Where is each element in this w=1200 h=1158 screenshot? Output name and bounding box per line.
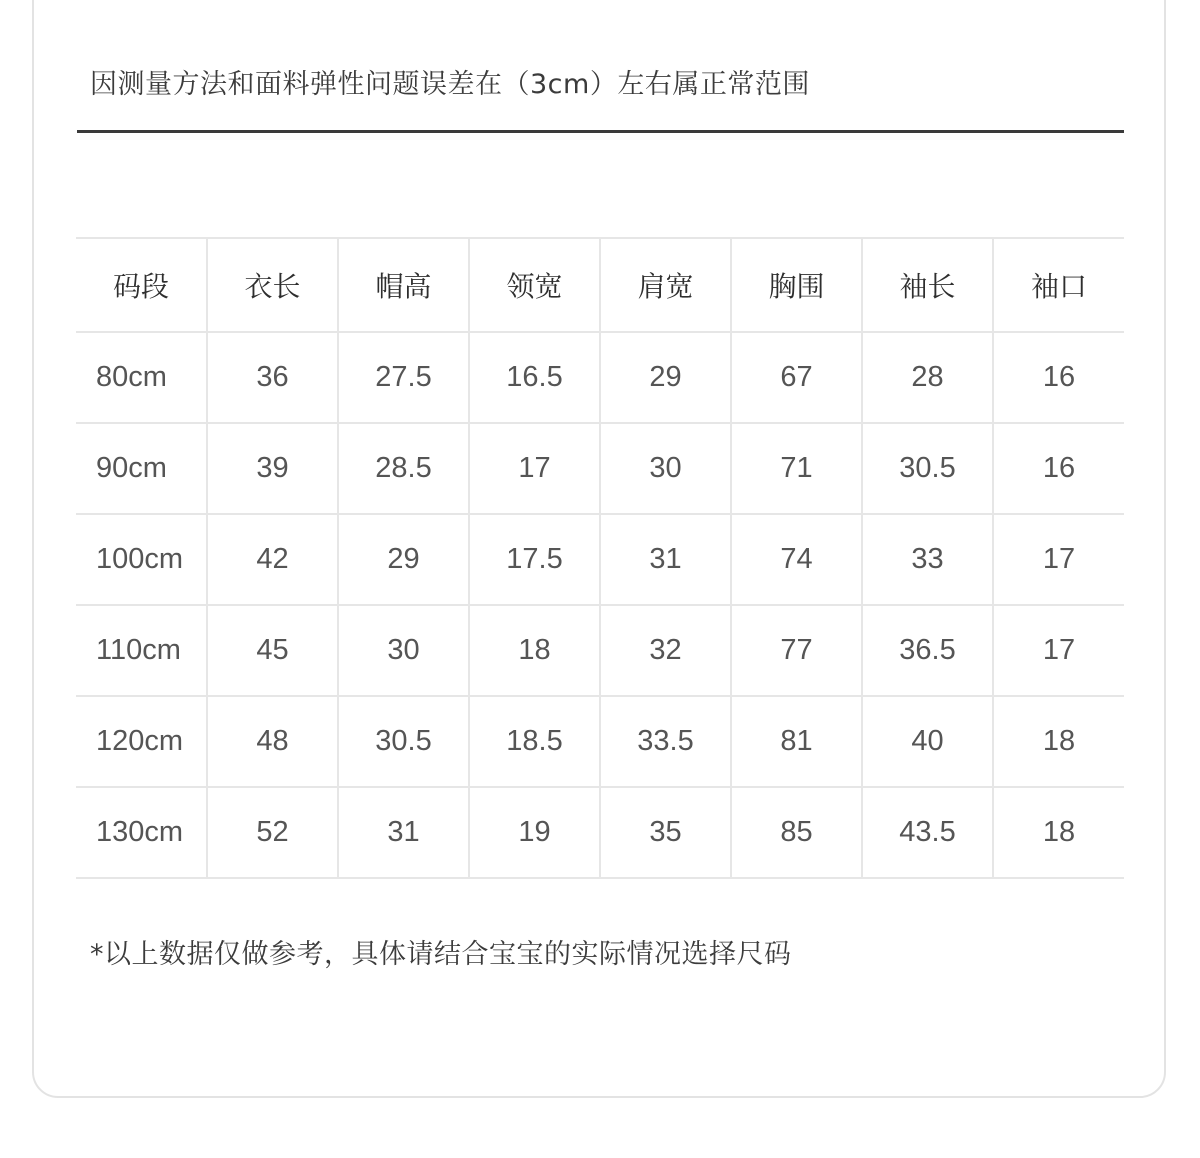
measurement-cell: 33 <box>862 514 993 605</box>
measurement-cell: 32 <box>600 605 731 696</box>
column-header: 领宽 <box>469 238 600 332</box>
measurement-cell: 71 <box>731 423 862 514</box>
column-header: 肩宽 <box>600 238 731 332</box>
measurement-cell: 17 <box>993 514 1124 605</box>
column-header: 衣长 <box>207 238 338 332</box>
table-body <box>76 332 1124 878</box>
measurement-cell: 45 <box>207 605 338 696</box>
column-header: 胸围 <box>731 238 862 332</box>
column-header: 袖长 <box>862 238 993 332</box>
measurement-cell: 42 <box>207 514 338 605</box>
table-row <box>76 514 1124 605</box>
measurement-cell: 29 <box>600 332 731 423</box>
measurement-cell: 36 <box>207 332 338 423</box>
column-header: 帽高 <box>338 238 469 332</box>
measurement-cell: 17 <box>469 423 600 514</box>
column-header: 码段 <box>76 238 207 332</box>
size-cell: 130cm <box>76 787 207 878</box>
measurement-cell: 30 <box>338 605 469 696</box>
measurement-cell: 31 <box>600 514 731 605</box>
measurement-cell: 48 <box>207 696 338 787</box>
table-row <box>76 787 1124 878</box>
table-header-row <box>76 238 1124 332</box>
measurement-cell: 16 <box>993 423 1124 514</box>
table-row <box>76 605 1124 696</box>
measurement-cell: 30.5 <box>862 423 993 514</box>
header-divider <box>77 130 1124 133</box>
measurement-cell: 74 <box>731 514 862 605</box>
measurement-cell: 28 <box>862 332 993 423</box>
size-cell: 120cm <box>76 696 207 787</box>
measurement-cell: 17 <box>993 605 1124 696</box>
measurement-cell: 28.5 <box>338 423 469 514</box>
measurement-cell: 67 <box>731 332 862 423</box>
measurement-cell: 18.5 <box>469 696 600 787</box>
table-row <box>76 423 1124 514</box>
size-cell: 110cm <box>76 605 207 696</box>
measurement-cell: 85 <box>731 787 862 878</box>
measurement-cell: 29 <box>338 514 469 605</box>
measurement-cell: 81 <box>731 696 862 787</box>
measurement-cell: 17.5 <box>469 514 600 605</box>
measurement-cell: 16.5 <box>469 332 600 423</box>
measurement-cell: 77 <box>731 605 862 696</box>
table-row <box>76 696 1124 787</box>
measurement-cell: 39 <box>207 423 338 514</box>
measurement-cell: 18 <box>993 696 1124 787</box>
measurement-cell: 43.5 <box>862 787 993 878</box>
column-header: 袖口 <box>993 238 1124 332</box>
size-cell: 90cm <box>76 423 207 514</box>
measurement-cell: 31 <box>338 787 469 878</box>
size-cell: 80cm <box>76 332 207 423</box>
measurement-cell: 30.5 <box>338 696 469 787</box>
measurement-cell: 30 <box>600 423 731 514</box>
measurement-tolerance-note: 因测量方法和面料弹性问题误差在（3cm）左右属正常范围 <box>90 69 810 100</box>
measurement-cell: 40 <box>862 696 993 787</box>
measurement-cell: 18 <box>469 605 600 696</box>
reference-disclaimer-note: *以上数据仅做参考，具体请结合宝宝的实际情况选择尺码 <box>90 939 792 970</box>
measurement-cell: 33.5 <box>600 696 731 787</box>
measurement-cell: 36.5 <box>862 605 993 696</box>
size-table <box>76 237 1124 879</box>
size-cell: 100cm <box>76 514 207 605</box>
measurement-cell: 18 <box>993 787 1124 878</box>
measurement-cell: 19 <box>469 787 600 878</box>
measurement-cell: 16 <box>993 332 1124 423</box>
measurement-cell: 27.5 <box>338 332 469 423</box>
measurement-cell: 35 <box>600 787 731 878</box>
table-row <box>76 332 1124 423</box>
measurement-cell: 52 <box>207 787 338 878</box>
